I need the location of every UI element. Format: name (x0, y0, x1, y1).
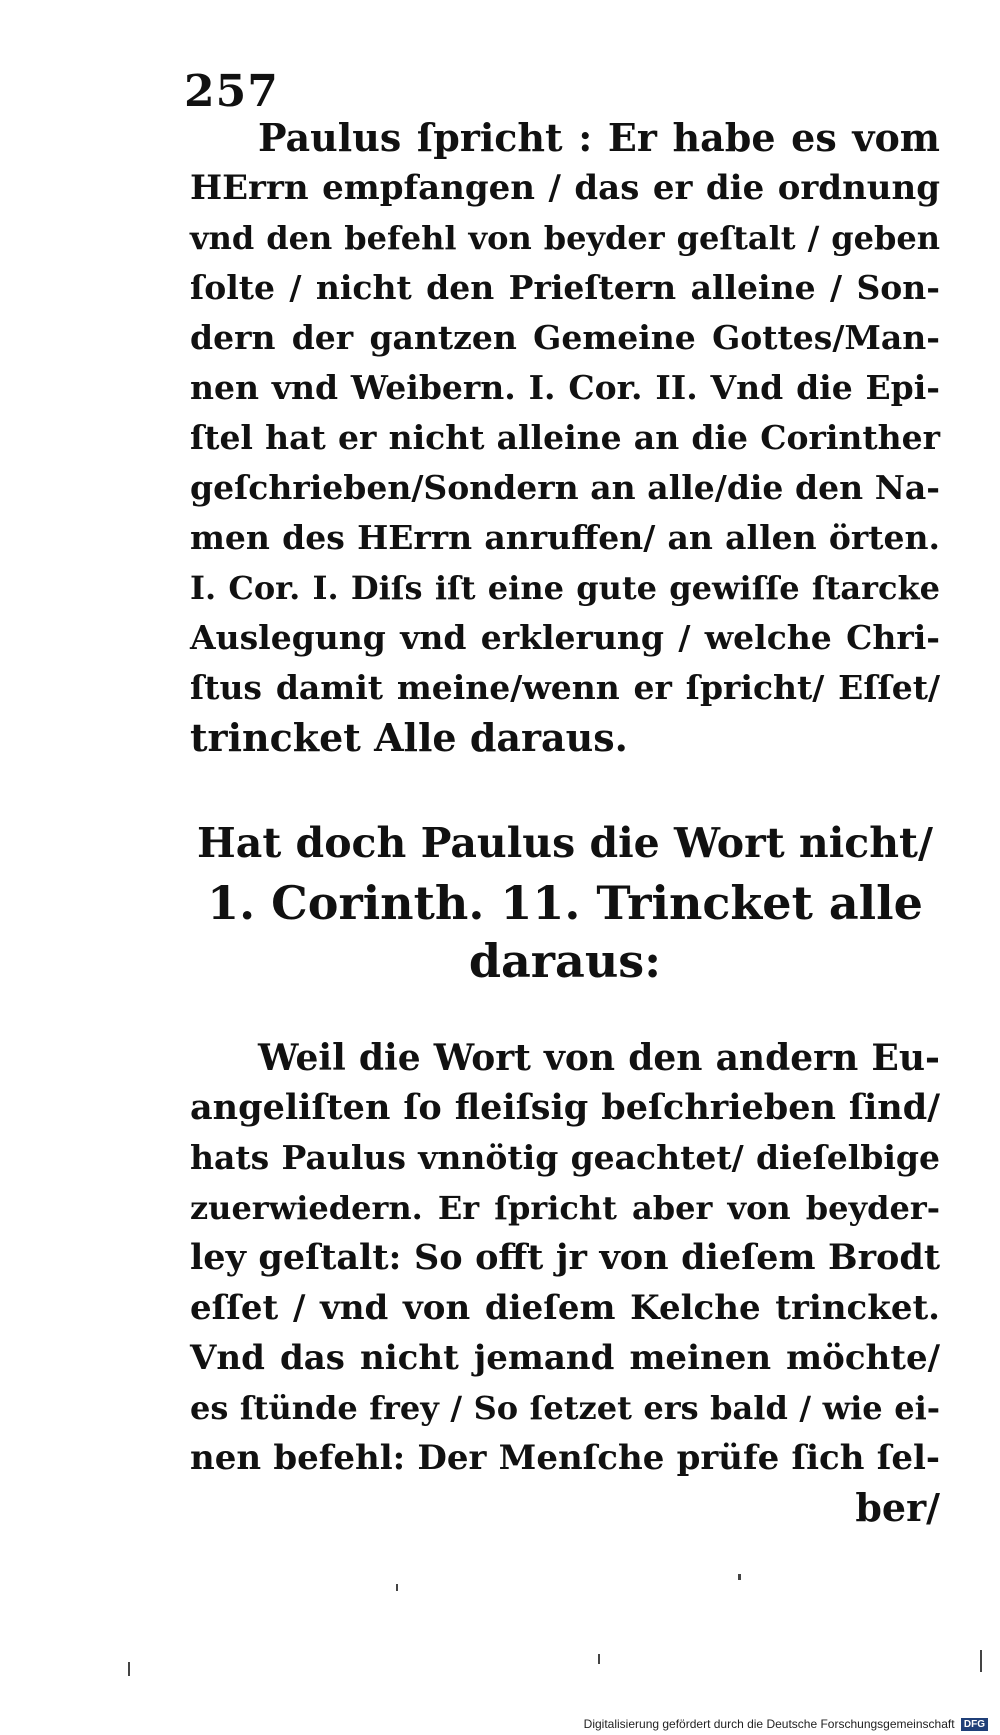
scan-speck (128, 1662, 130, 1676)
text-line: vnd den befehl von beyder geſtalt / geben (190, 219, 940, 257)
text-line: ſolte / nicht den Prieſtern alleine / Son- (190, 268, 940, 307)
text-line: Vnd das nicht jemand meinen möchte/ (190, 1338, 940, 1378)
text-line: nen befehl: Der Menſche prüfe ſich ſel- (190, 1438, 940, 1478)
text-line: zuerwiedern. Er ſpricht aber von beyder- (190, 1189, 940, 1227)
scan-speck (598, 1654, 600, 1664)
digitization-credit (584, 1717, 988, 1731)
text-line: Paulus ſpricht : Er habe es vom (258, 115, 940, 160)
dfg-logo: DFG (961, 1718, 988, 1731)
text-line: ſtus damit meine/wenn er ſpricht/ Eſſet/ (190, 668, 940, 707)
scan-speck (738, 1574, 741, 1580)
text-line: ley geſtalt: So offt jr von dieſem Brodt (190, 1237, 940, 1278)
text-line: Auslegung vnd erklerung / welche Chri- (190, 618, 940, 657)
heading-line: Hat doch Paulus die Wort nicht/ (197, 819, 933, 867)
credit-text: Digitalisierung gefördert durch die Deutsche Forschungsgemeinschaft (583, 1716, 955, 1731)
text-line: angeliſten ſo fleiſsig beſchrieben ſind/ (190, 1087, 940, 1128)
text-line: men des HErrn anruffen/ an allen örten. (190, 518, 940, 557)
text-line: ſtel hat er nicht alleine an die Corinther (190, 418, 940, 457)
text-line: I. Cor. I. Diſs iſt eine gute gewiſſe ſtarcke (190, 569, 940, 607)
text-line: nen vnd Weibern. I. Cor. II. Vnd die Epi- (190, 368, 940, 407)
text-line: es ſtünde frey / So ſetzet ers bald / wie ei- (190, 1389, 940, 1427)
text-line: eſſet / vnd von dieſem Kelche trincket. (190, 1288, 940, 1328)
text-line: HErrn empfangen / das er die ordnung (190, 168, 940, 208)
paragraph-1 (190, 113, 940, 763)
catchword: ber/ (855, 1485, 940, 1530)
scan-speck (396, 1584, 398, 1591)
text-line: trincket Alle daraus. (190, 715, 628, 760)
paragraph-2 (190, 1033, 940, 1533)
text-line: dern der gantzen Gemeine Gottes/Man- (190, 318, 940, 357)
page-number: 257 (184, 66, 279, 117)
text-line: hats Paulus vnnötig geachtet/ dieſelbige (190, 1138, 940, 1177)
text-line: Weil die Wort von den andern Eu- (258, 1037, 940, 1079)
heading-line: daraus: (468, 934, 662, 988)
heading-line: 1. Corinth. 11. Trincket alle (207, 876, 923, 930)
section-heading (190, 812, 940, 990)
text-line: geſchrieben/Sondern an alle/die den Na- (190, 468, 940, 507)
scan-speck (980, 1650, 982, 1672)
